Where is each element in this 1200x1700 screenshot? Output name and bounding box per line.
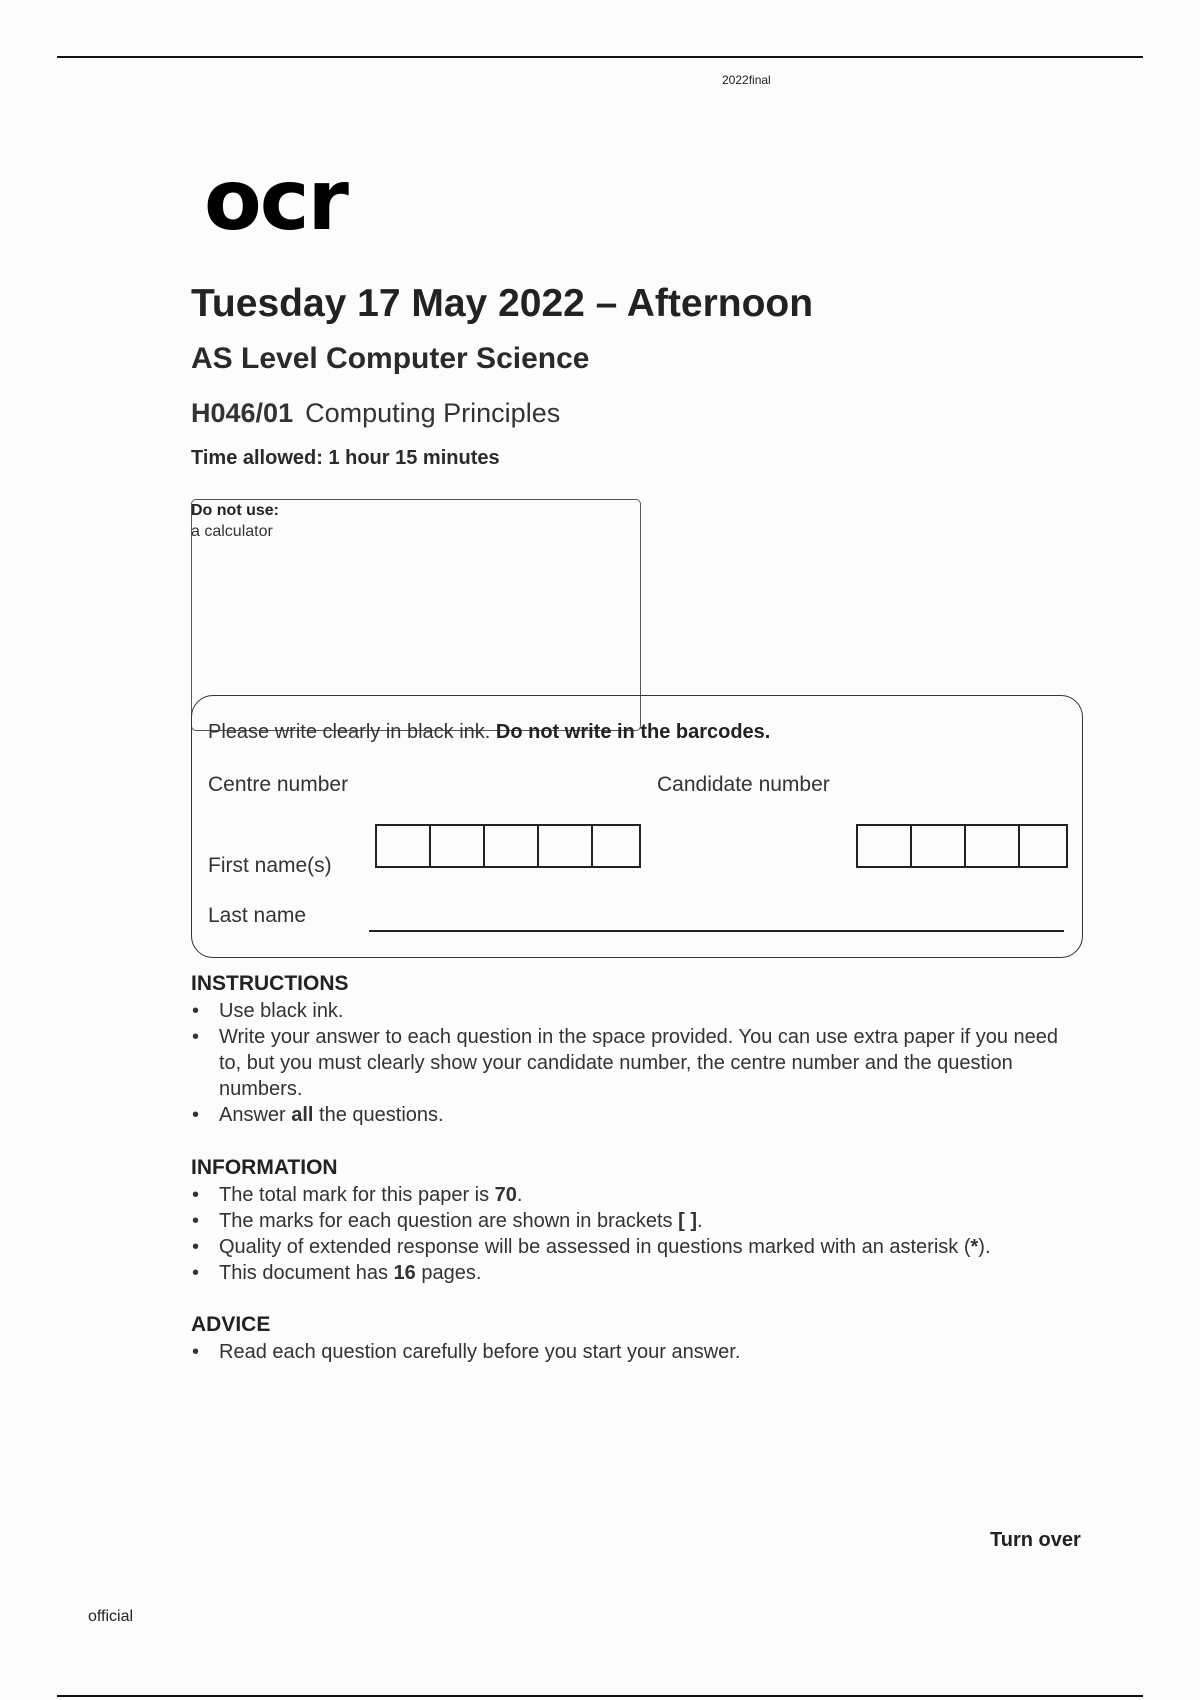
unit-title bbox=[191, 398, 560, 429]
information-item: • Quality of extended response will be assessed in questions marked with an asterisk (*). bbox=[191, 1234, 1121, 1260]
advice-list bbox=[191, 1339, 1071, 1365]
instruction-item: • Write your answer to each question in the space provided. You can use extra paper if you need to, but you must clearly show your candidate number, the centre number and the question numbers. bbox=[191, 1024, 1071, 1102]
unit-name: Computing Principles bbox=[305, 398, 561, 428]
advice-item: • Read each question carefully before you start your answer. bbox=[191, 1339, 1071, 1365]
subject-title: AS Level Computer Science bbox=[191, 342, 590, 375]
instructions-list bbox=[191, 998, 1071, 1128]
centre-digit-box[interactable] bbox=[539, 826, 593, 866]
do-not-use-title: Do not use: bbox=[191, 502, 279, 519]
header-code: 2022final bbox=[722, 73, 771, 87]
information-item: • The marks for each question are shown in brackets [ ]. bbox=[191, 1208, 1121, 1234]
centre-digit-box[interactable] bbox=[593, 826, 639, 866]
exam-date: Tuesday 17 May 2022 – Afternoon bbox=[191, 282, 814, 325]
instructions-heading: INSTRUCTIONS bbox=[191, 972, 349, 995]
information-list bbox=[191, 1182, 1121, 1286]
note-plain: Please write clearly in black ink. bbox=[208, 721, 496, 743]
information-item: • This document has 16 pages. bbox=[191, 1260, 1121, 1286]
candidate-digit-box[interactable] bbox=[966, 826, 1020, 866]
write-clearly-note bbox=[208, 721, 770, 744]
candidate-digit-box[interactable] bbox=[1020, 826, 1066, 866]
information-heading: INFORMATION bbox=[191, 1156, 338, 1179]
note-bold: Do not write in the barcodes. bbox=[495, 721, 771, 743]
centre-digit-box[interactable] bbox=[485, 826, 539, 866]
first-name-label: First name(s) bbox=[208, 854, 332, 877]
centre-digit-box[interactable] bbox=[431, 826, 485, 866]
candidate-digit-box[interactable] bbox=[912, 826, 966, 866]
centre-number-label: Centre number bbox=[208, 773, 349, 796]
instruction-item: • Answer all the questions. bbox=[191, 1102, 1071, 1128]
footer-classification: official bbox=[88, 1608, 134, 1625]
candidate-digit-box[interactable] bbox=[858, 826, 912, 866]
last-name-label: Last name bbox=[208, 904, 307, 927]
instruction-item: • Use black ink. bbox=[191, 998, 1071, 1024]
do-not-use-item: a calculator bbox=[191, 523, 273, 540]
candidate-number-boxes[interactable] bbox=[856, 824, 1068, 868]
information-item: • The total mark for this paper is 70. bbox=[191, 1182, 1121, 1208]
centre-number-boxes[interactable] bbox=[375, 824, 641, 868]
advice-heading: ADVICE bbox=[191, 1313, 271, 1336]
top-rule bbox=[57, 56, 1143, 58]
ocr-logo: ocr bbox=[204, 151, 347, 249]
bottom-rule bbox=[57, 1695, 1143, 1697]
centre-digit-box[interactable] bbox=[377, 826, 431, 866]
candidate-number-label: Candidate number bbox=[657, 773, 830, 796]
time-allowed: Time allowed: 1 hour 15 minutes bbox=[191, 447, 500, 469]
last-name-field[interactable] bbox=[369, 930, 1064, 932]
turn-over-label: Turn over bbox=[990, 1529, 1081, 1551]
unit-code: H046/01 bbox=[191, 398, 294, 428]
